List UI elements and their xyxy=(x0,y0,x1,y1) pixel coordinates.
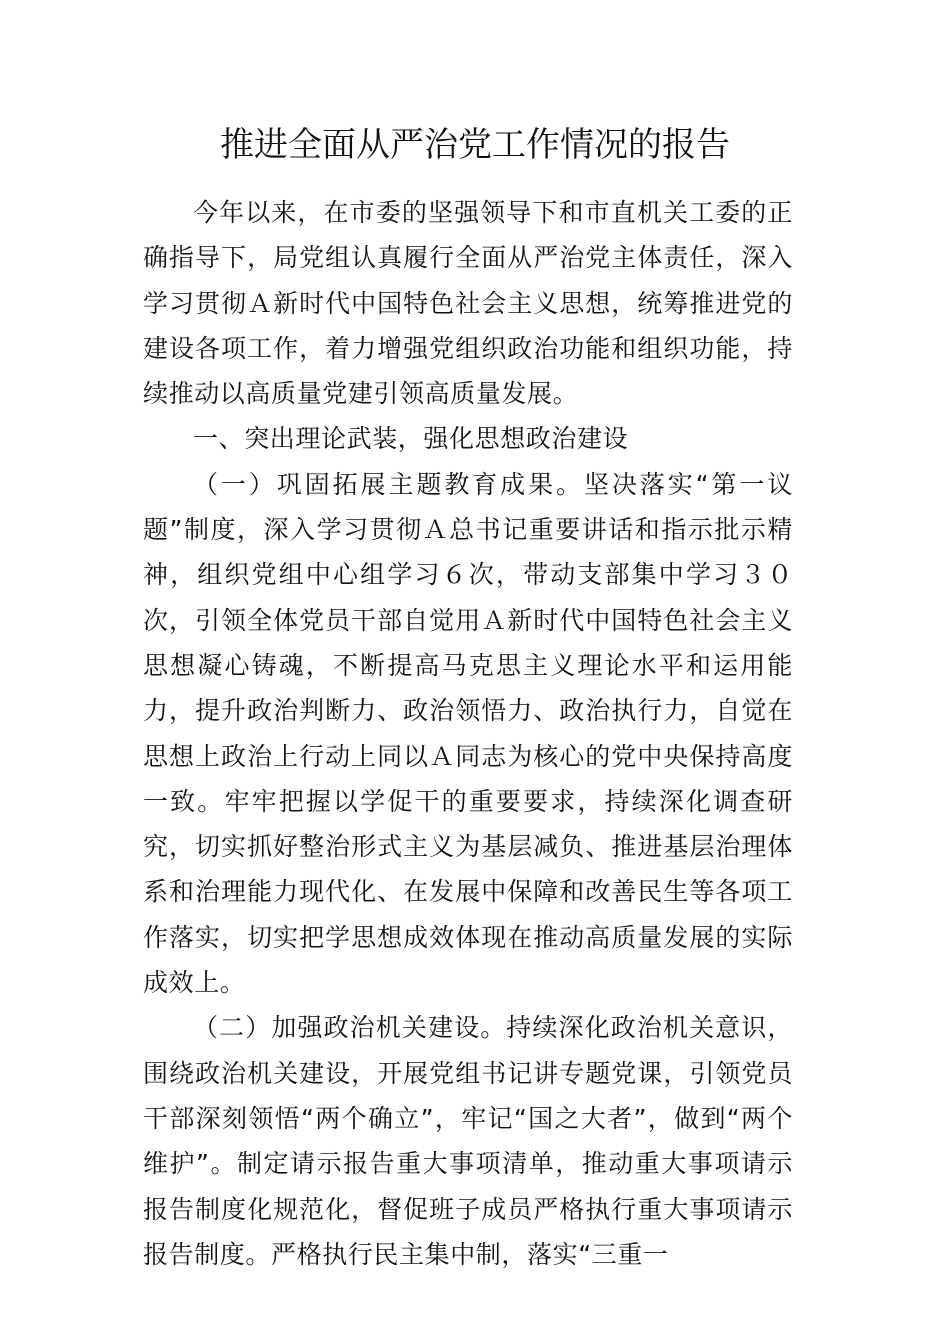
section-heading-1: 一、突出理论武装，强化思想政治建设 xyxy=(193,424,629,454)
document-title: 推进全面从严治党工作情况的报告 xyxy=(220,125,730,165)
subsection-paragraph-2: （二）加强政治机关建设。持续深化政治机关意识，围绕政治机关建设，开展党组书记讲专题党课，引领党员干部深刻领悟“两个确立”，牢记“国之大者”，做到“两个维护”。制定请示报告重大事项清单，推动重大事项请示报告制度化规范化，督促班子成员严格执行重大事项请示报告制度。严格执行民主集中制，落实“三重一 xyxy=(143,1013,793,1269)
document-body xyxy=(143,190,793,1277)
intro-paragraph: 今年以来，在市委的坚强领导下和市直机关工委的正确指导下，局党组认真履行全面从严治党主体责任，深入学习贯彻Ａ新时代中国特色社会主义思想，统筹推进党的建设各项工作，着力增强党组织政治功能和组织功能，持续推动以高质量党建引领高质量发展。 xyxy=(143,198,793,409)
subsection-paragraph-1: （一）巩固拓展主题教育成果。坚决落实“第一议题”制度，深入学习贯彻Ａ总书记重要讲话和指示批示精神，组织党组中心组学习６次，带动支部集中学习３０次，引领全体党员干部自觉用Ａ新时代中国特色社会主义思想凝心铸魂，不断提高马克思主义理论水平和运用能力，提升政治判断力、政治领悟力、政治执行力，自觉在思想上政治上行动上同以Ａ同志为核心的党中央保持高度一致。牢牢把握以学促干的重要要求，持续深化调查研究，切实抓好整治形式主义为基层减负、推进基层治理体系和治理能力现代化、在发展中保障和改善民生等各项工作落实，切实把学思想成效体现在推动高质量发展的实际成效上。 xyxy=(143,469,793,998)
